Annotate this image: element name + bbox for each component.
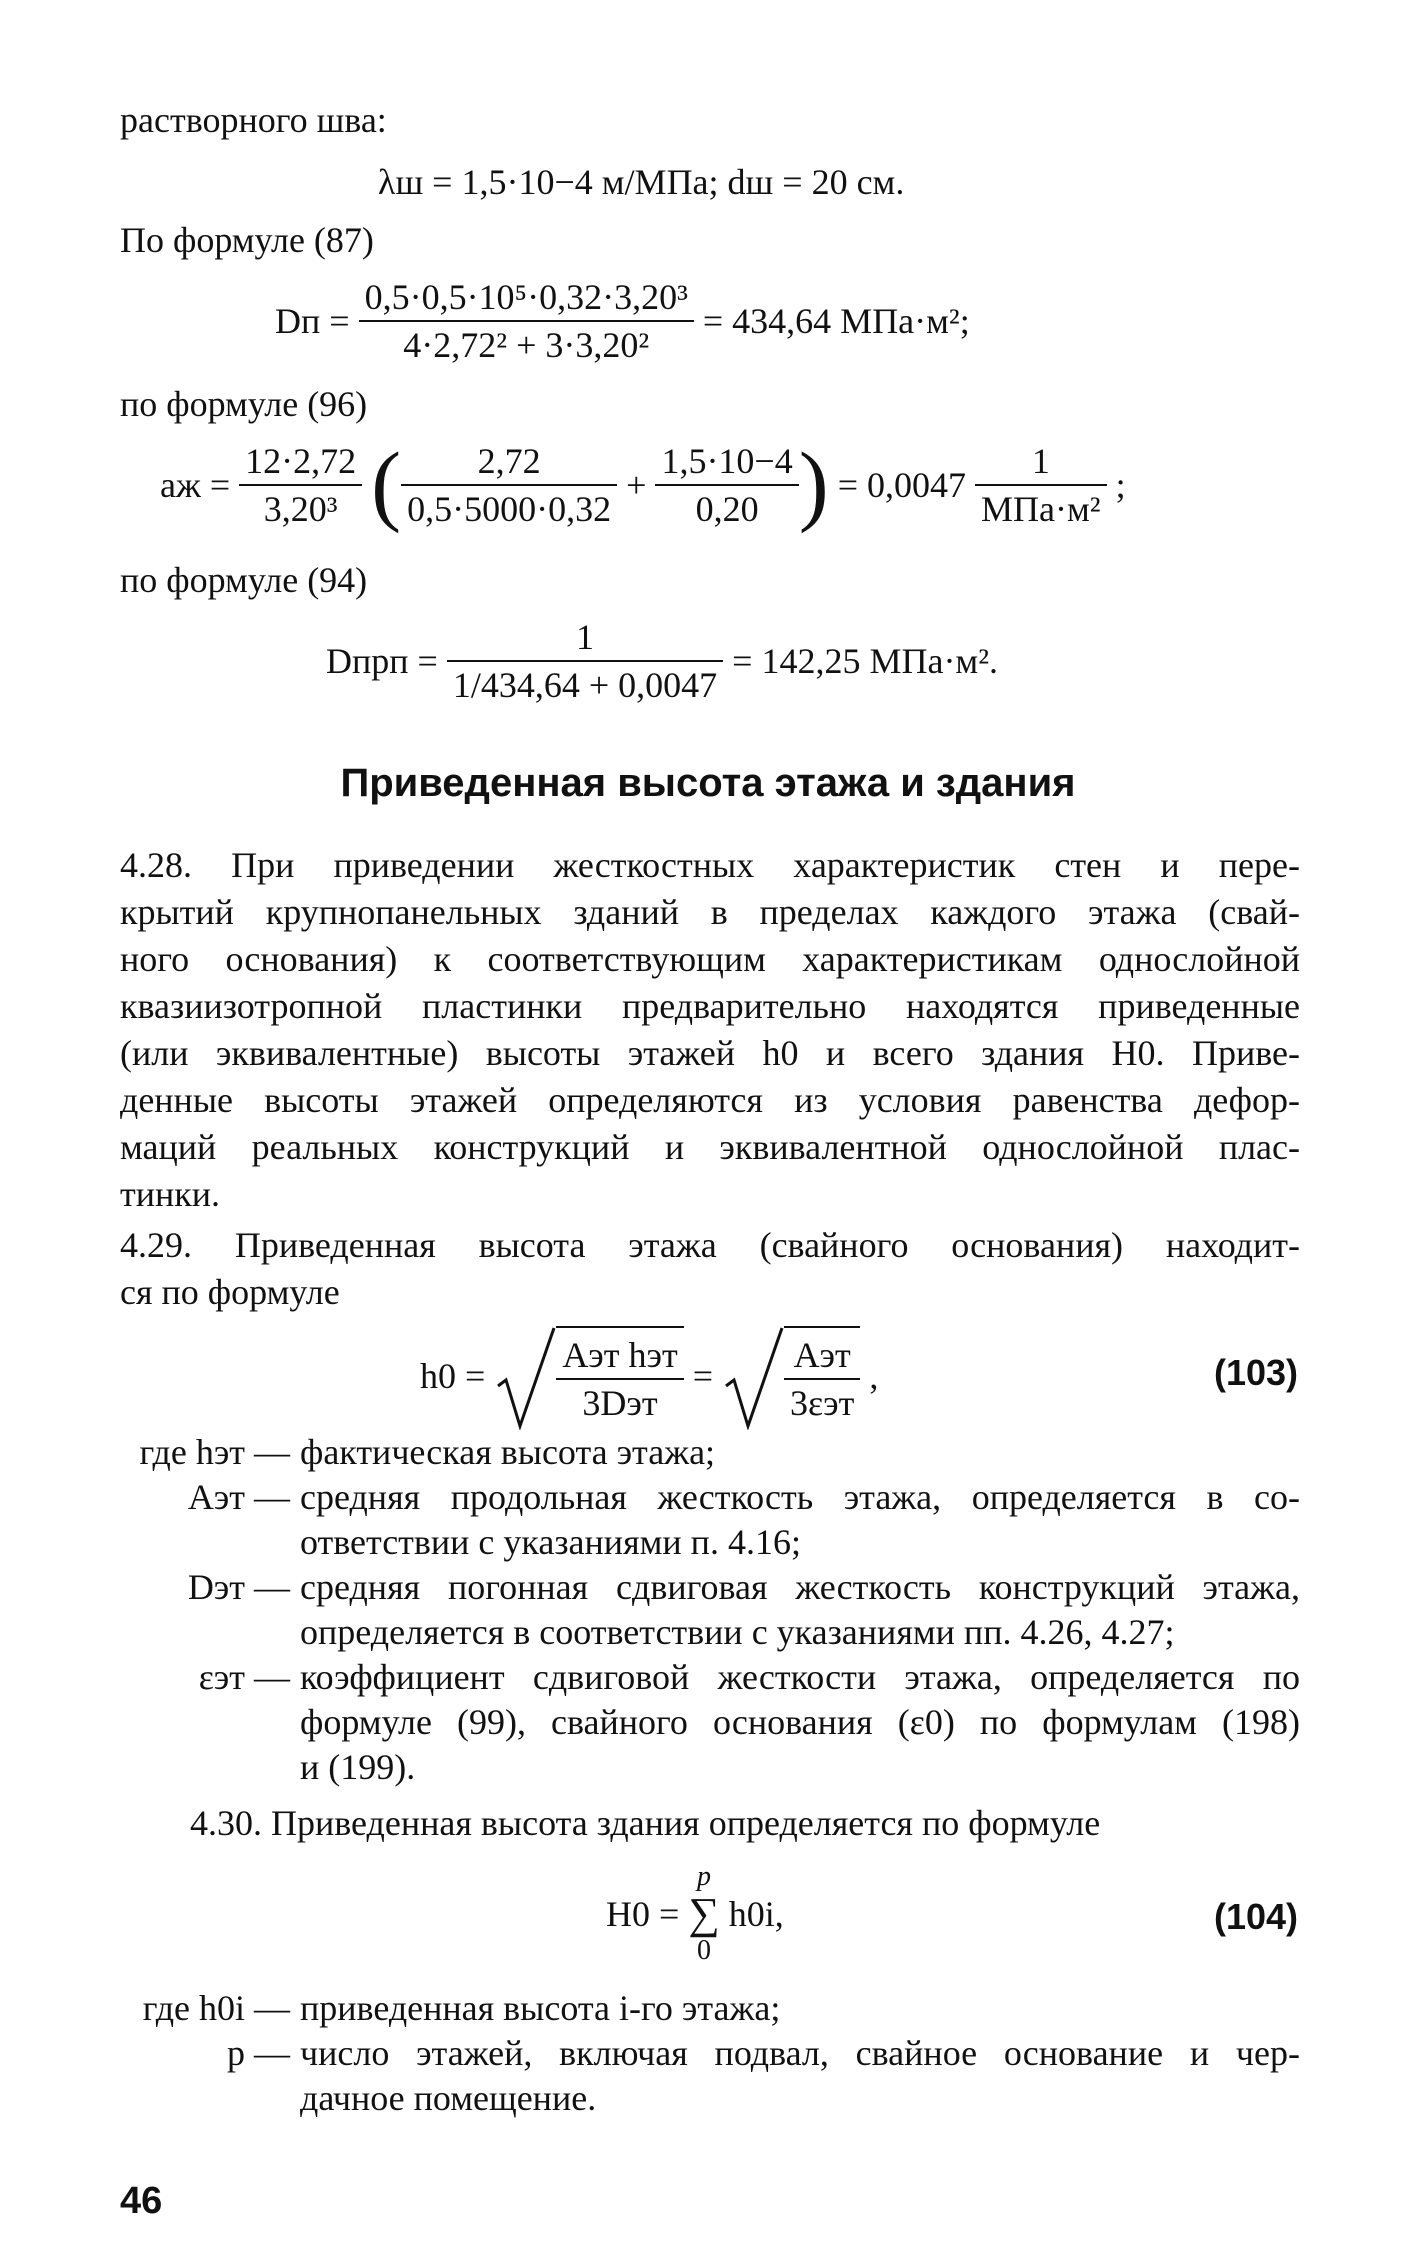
eq103-r1-numerator: Aэт hэт — [556, 1332, 683, 1380]
p429-line: ся по формуле — [120, 1272, 340, 1312]
equation-96 — [160, 435, 1126, 534]
eq96-f1-denominator: 3,20³ — [263, 489, 338, 529]
definition-term: где hэт — — [139, 1432, 290, 1472]
p428-line: 4.28. При приведении жесткостных характеристик стен и пере- — [120, 845, 1300, 885]
eq103-r2-numerator: Aэт — [784, 1332, 860, 1380]
definition-term: p — — [227, 2033, 290, 2073]
eq96-tail: ; — [1115, 465, 1126, 505]
equation-87 — [275, 274, 970, 368]
formula-ref-94: по формуле (94) — [120, 560, 368, 600]
definition-term: Aэт — — [187, 1477, 290, 1517]
eq96-f2-denominator: 0,5·5000·0,32 — [407, 489, 612, 529]
right-paren: ) — [798, 435, 829, 534]
definition-row — [120, 1565, 1300, 1655]
formula-ref-96: по формуле (96) — [120, 384, 368, 424]
definition-row — [120, 1430, 1300, 1475]
eq96-f3-denominator: 0,20 — [695, 489, 759, 529]
definition-term: Dэт — — [187, 1567, 290, 1607]
eq94-fraction — [447, 614, 723, 708]
equation-number-103: (103) — [1213, 1352, 1298, 1393]
eq103-equals: = — [692, 1356, 713, 1396]
eq87-fraction — [359, 274, 694, 368]
eq103-lhs: h0 = — [420, 1356, 486, 1396]
eq94-lhs: Dпрп = — [326, 641, 438, 681]
equation-number-104: (104) — [1213, 1896, 1298, 1937]
intro-line: растворного шва: — [120, 100, 387, 140]
equation-103 — [420, 1326, 878, 1426]
definition-line: ответствии с указаниями п. 4.16; — [300, 1522, 801, 1562]
section-heading: Приведенная высота этажа и здания — [340, 761, 1076, 805]
eq87-numerator: 0,5·0,5·10⁵·0,32·3,20³ — [359, 274, 694, 322]
left-paren: ( — [371, 435, 402, 534]
eq96-fraction-2 — [401, 438, 617, 532]
radical-sign-icon — [722, 1326, 786, 1430]
p428-line: маций реальных конструкций и эквивалентной однослойной плас- — [120, 1127, 1300, 1167]
eq96-f3-numerator: 1,5·10−4 — [655, 438, 798, 486]
p430-line: 4.30. Приведенная высота здания определяется по формуле — [190, 1803, 1101, 1843]
eq103-fraction-1 — [556, 1332, 683, 1426]
eq96-f4-denominator: МПа·м² — [981, 489, 1101, 529]
p428-line: крытий крупнопанельных зданий в пределах каждого этажа (свай- — [120, 892, 1300, 932]
definition-line: определяется в соответствии с указаниями пп. 4.26, 4.27; — [300, 1612, 1175, 1652]
eq104-term: h0i, — [728, 1894, 784, 1934]
p428-line: квазиизотропной пластинки предварительно находятся приведенные — [120, 986, 1300, 1026]
definition-line: дачное помещение. — [300, 2078, 597, 2118]
definition-row — [120, 1986, 1300, 2031]
p428-line: ного основания) к соответствующим характеристикам однослойной — [120, 939, 1300, 979]
paragraph-4-28 — [120, 842, 1300, 1218]
eq94-denominator: 1/434,64 + 0,0047 — [452, 665, 718, 705]
definition-line: и (199). — [300, 1747, 416, 1787]
definition-line: средняя погонная сдвиговая жесткость конструкций этажа, — [300, 1567, 1300, 1607]
eq96-fraction-1 — [239, 438, 362, 532]
definition-row — [120, 2031, 1300, 2121]
eq104-lhs: H0 = — [606, 1894, 680, 1934]
p428-line: (или эквивалентные) высоты этажей h0 и всего здания H0. Приве- — [120, 1033, 1300, 1073]
eq103-fraction-2 — [784, 1332, 860, 1426]
sum-operator — [688, 1862, 719, 1966]
equation-94 — [326, 614, 998, 708]
paragraph-4-30 — [120, 1800, 1300, 1847]
eq87-denominator: 4·2,72² + 3·3,20² — [403, 325, 650, 365]
eq96-fraction-3 — [655, 438, 798, 532]
eq96-f4-numerator: 1 — [975, 438, 1107, 486]
eq96-f2-numerator: 2,72 — [401, 438, 617, 486]
definition-line: приведенная высота i-го этажа; — [300, 1988, 781, 2028]
definition-row — [120, 1475, 1300, 1565]
sum-lower-limit: 0 — [697, 1935, 711, 1966]
sqrt-1 — [494, 1326, 683, 1426]
definition-line: средняя продольная жесткость этажа, определяется в со- — [300, 1477, 1300, 1517]
page-number: 46 — [120, 2180, 163, 2222]
definitions-104 — [120, 1986, 1300, 2121]
eq96-plus: + — [626, 465, 647, 505]
formula-ref-87: По формуле (87) — [120, 220, 374, 260]
p428-line: денные высоты этажей определяются из условия равенства дефор- — [120, 1080, 1300, 1120]
eq94-rhs: = 142,25 МПа·м². — [732, 641, 999, 681]
definition-term: где h0i — — [142, 1988, 290, 2028]
eq103-comma: , — [869, 1356, 879, 1396]
eq103-r2-denominator: 3εэт — [790, 1383, 855, 1423]
p429-line: 4.29. Приведенная высота этажа (свайного основания) находит- — [120, 1225, 1300, 1265]
definition-line: коэффициент сдвиговой жесткости этажа, определяется по — [300, 1657, 1300, 1697]
radical-sign-icon — [494, 1326, 558, 1430]
eq96-result: = 0,0047 — [837, 465, 967, 505]
eq94-numerator: 1 — [447, 614, 723, 662]
eq96-fraction-4 — [975, 438, 1107, 532]
sqrt-2 — [722, 1326, 860, 1426]
definition-row — [120, 1655, 1300, 1790]
definition-line: формуле (99), свайного основания (ε0) по формулам (198) — [300, 1702, 1300, 1742]
eq103-r1-denominator: 3Dэт — [582, 1383, 658, 1423]
p428-line: тинки. — [120, 1174, 221, 1214]
eq87-lhs: Dп = — [275, 301, 350, 341]
sum-upper-limit: p — [697, 1861, 711, 1892]
seam-params-formula: λш = 1,5·10−4 м/МПа; dш = 20 см. — [378, 162, 905, 202]
sum-sign: ∑ — [688, 1889, 720, 1938]
definition-line: число этажей, включая подвал, свайное основание и чер- — [300, 2033, 1300, 2073]
eq96-f1-numerator: 12·2,72 — [239, 438, 362, 486]
equation-104 — [606, 1862, 784, 1966]
eq87-rhs: = 434,64 МПа·м²; — [702, 301, 970, 341]
definitions-103 — [120, 1430, 1300, 1790]
definition-line: фактическая высота этажа; — [300, 1432, 716, 1472]
paragraph-4-29 — [120, 1222, 1300, 1316]
definition-term: εэт — — [198, 1657, 290, 1697]
eq96-lhs: aж = — [160, 465, 231, 505]
